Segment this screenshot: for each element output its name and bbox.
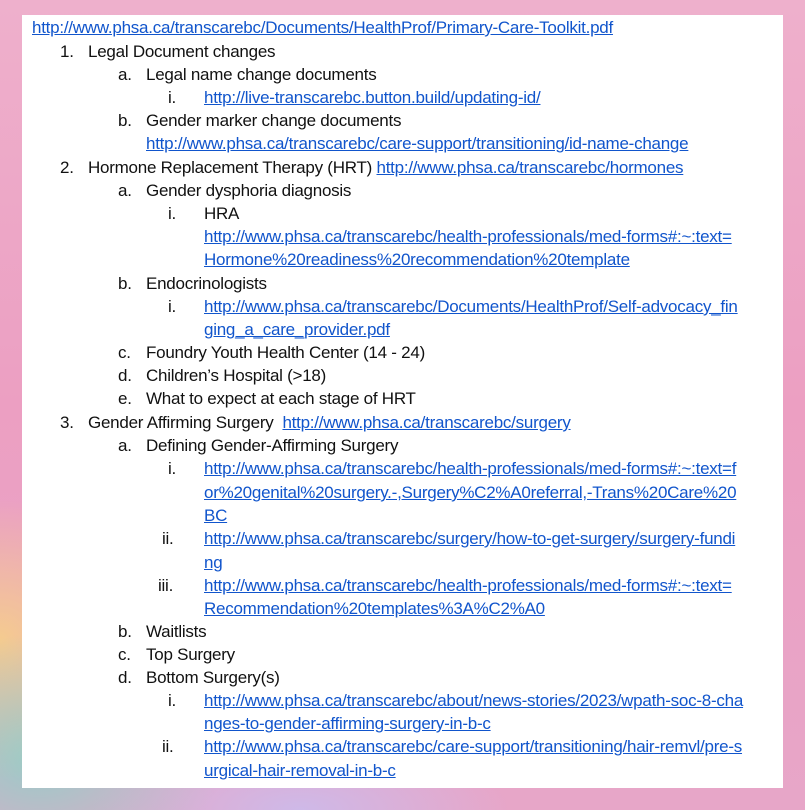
list-marker: e. [118,389,132,408]
section-title-text: Gender Affirming Surgery [88,413,274,432]
list-marker: c. [118,645,131,664]
list-marker: i. [168,88,176,107]
list-marker: ii. [162,737,174,756]
item-title: HRA [204,204,240,223]
document-page [22,15,783,788]
list-marker: i. [168,459,176,478]
item-title: Legal name change documents [146,65,377,84]
wpath-soc-8-link[interactable]: nges-to-gender-affirming-surgery-in-b-c [204,714,491,733]
list-marker: c. [118,343,131,362]
surgery-link[interactable]: http://www.phsa.ca/transcarebc/surgery [282,413,571,432]
item-title: Defining Gender-Affirming Surgery [146,436,399,455]
list-marker: b. [118,111,132,130]
list-marker: b. [118,274,132,293]
recommendation-templates-link[interactable]: Recommendation%20templates%3A%C2%A0 [204,599,545,618]
item-title: Children’s Hospital (>18) [146,366,327,385]
wpath-soc-8-link[interactable]: http://www.phsa.ca/transcarebc/about/news-stories/2023/wpath-soc-8-cha [204,691,744,710]
list-item [32,16,613,39]
hra-link[interactable]: http://www.phsa.ca/transcarebc/health-professionals/med-forms#:~:text= [204,227,732,246]
list-marker: 1. [60,42,74,61]
item-title: Bottom Surgery(s) [146,668,280,687]
primary-care-toolkit-link[interactable]: http://www.phsa.ca/transcarebc/Documents/HealthProf/Primary-Care-Toolkit.pdf [32,18,613,37]
item-title: Endocrinologists [146,274,267,293]
section-title-text: Hormone Replacement Therapy (HRT) [88,158,373,177]
list-marker: ii. [162,529,174,548]
hair-removal-link[interactable]: urgical-hair-removal-in-b-c [204,761,396,780]
list-marker: d. [118,366,132,385]
surgery-referral-link[interactable]: http://www.phsa.ca/transcarebc/health-professionals/med-forms#:~:text=f [204,459,737,478]
section-title: Legal Document changes [88,42,276,61]
list-marker: b. [118,622,132,641]
item-title: Foundry Youth Health Center (14 - 24) [146,343,425,362]
section-title [88,156,683,179]
list-marker: i. [168,691,176,710]
list-marker: i. [168,204,176,223]
recommendation-templates-link[interactable]: http://www.phsa.ca/transcarebc/health-professionals/med-forms#:~:text= [204,576,732,595]
item-title: What to expect at each stage of HRT [146,389,416,408]
item-title: Waitlists [146,622,207,641]
list-marker: d. [118,668,132,687]
item-title: Gender dysphoria diagnosis [146,181,352,200]
self-advocacy-link[interactable]: http://www.phsa.ca/transcarebc/Documents/HealthProf/Self-advocacy_fin [204,297,738,316]
list-marker: 3. [60,413,74,432]
item-title: Gender marker change documents [146,111,402,130]
surgery-funding-link[interactable]: ng [204,553,223,572]
hra-link[interactable]: Hormone%20readiness%20recommendation%20template [204,250,630,269]
section-title [88,411,571,434]
hormones-link[interactable]: http://www.phsa.ca/transcarebc/hormones [376,158,684,177]
list-marker: 2. [60,158,74,177]
surgery-funding-link[interactable]: http://www.phsa.ca/transcarebc/surgery/how-to-get-surgery/surgery-fundi [204,529,736,548]
self-advocacy-link[interactable]: ging_a_care_provider.pdf [204,320,390,339]
hair-removal-link[interactable]: http://www.phsa.ca/transcarebc/care-support/transitioning/hair-remvl/pre-s [204,737,743,756]
updating-id-link[interactable]: http://live-transcarebc.button.build/updating-id/ [204,88,541,107]
list-marker: i. [168,297,176,316]
item-title: Top Surgery [146,645,235,664]
list-marker: a. [118,436,132,455]
surgery-referral-link[interactable]: or%20genital%20surgery.-,Surgery%C2%A0referral,-Trans%20Care%20 [204,483,737,502]
list-marker: a. [118,181,132,200]
surgery-referral-link[interactable]: BC [204,506,228,525]
list-marker: iii. [158,576,174,595]
list-marker: a. [118,65,132,84]
id-name-change-link[interactable]: http://www.phsa.ca/transcarebc/care-support/transitioning/id-name-change [146,134,689,153]
